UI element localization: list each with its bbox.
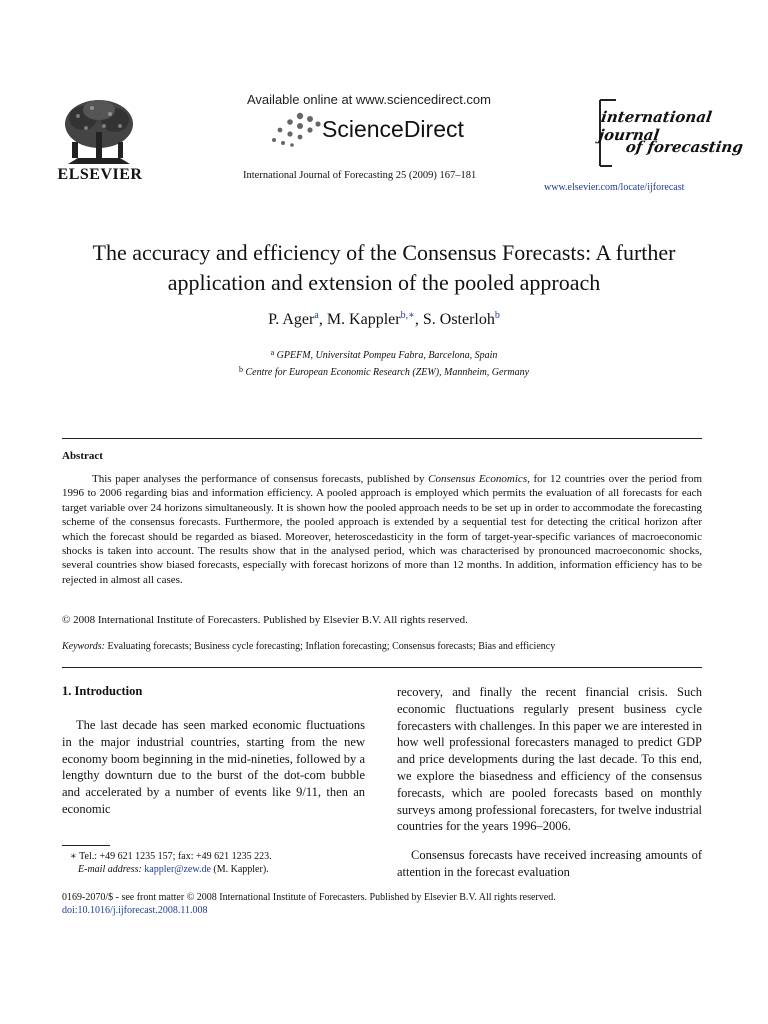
affiliation-marker: a	[270, 348, 275, 357]
email-suffix: (M. Kappler).	[210, 864, 269, 875]
section-heading: 1. Introduction	[62, 684, 143, 698]
keywords-line	[62, 641, 555, 652]
journal-citation: International Journal of Forecasting 25 (2009) 167–181	[243, 170, 477, 181]
abstract-text-italic: Consensus Economics	[428, 473, 528, 485]
abstract-top-rule	[62, 438, 702, 439]
journal-logo-line2: of forecasting	[624, 138, 745, 156]
title-line-2: application and extension of the pooled approach	[167, 270, 601, 295]
affiliation-text: GPEFM, Universitat Pompeu Fabra, Barcelona, Spain	[276, 350, 498, 361]
doi-link[interactable]: doi:10.1016/j.ijforecast.2008.11.008	[62, 905, 208, 916]
journal-logo-line1: international journal	[597, 108, 714, 144]
abstract-copyright: © 2008 International Institute of Forecasters. Published by Elsevier B.V. All rights reserved.	[62, 614, 468, 626]
abstract-body	[62, 472, 702, 587]
abstract-heading: Abstract	[62, 450, 103, 462]
sciencedirect-dots-icon	[266, 110, 326, 150]
journal-url-link[interactable]: www.elsevier.com/locate/ijforecast	[544, 182, 685, 193]
article-title	[40, 238, 728, 298]
publisher-name: ELSEVIER	[57, 166, 143, 183]
footnote-email	[78, 864, 269, 875]
sciencedirect-wordmark: ScienceDirect	[322, 116, 464, 142]
email-link[interactable]: kappler@zew.de	[144, 864, 211, 875]
abstract-text-part: , for 12 countries over the period from 1996 to 2006 regarding bias and information efficiency. A pooled approach is employed which permits the evaluation of all forecasts for each target variable over 24 horizons simultaneously. It is shown how the pooled approach needs to be set up in order to accommodate the forecasting scheme of the consensus forecasts. Furthermore, the pooled approach is extended by a sequential test for detecting the critical horizon after which the forecast should be regarded as biased. Moreover, heteroscedasticity in the form of target-year-specific variances of macroeconomic shocks is taken into account. The results show that in the analysed period, which was characterised by pronounced macroeconomic shocks, several countries show biased forecasts, especially with forecast horizons of more than 12 months. In addition, information efficiency has to be rejected in almost all cases.	[62, 473, 703, 586]
abstract-text-part: This paper analyses the performance of consensus forecasts, published by	[92, 473, 429, 485]
affiliation-marker: b	[238, 365, 243, 374]
footnote-contact: ∗ Tel.: +49 621 1235 157; fax: +49 621 1235 223.	[70, 851, 272, 862]
author-affil-link[interactable]: a	[314, 310, 319, 321]
intro-paragraph-right: recovery, and finally the recent financial crisis. Such economic fluctuations regularly present business cycle forecasters with challenges. In this paper we are interested in how well professional forecasters managed to predict GDP and price developments during the last decade. To this end, we explore the biasedness and efficiency of the consensus forecasts, which are pooled forecasts based on monthly surveys among professional forecasters, for twelve industrial countries for the years 1996–2006.	[397, 685, 702, 834]
email-label: E-mail address:	[78, 864, 142, 875]
author-name: M. Kappler	[326, 311, 401, 328]
intro-paragraph-left: The last decade has seen marked economic fluctuations in the major industrial countries, starting from the new economy boom beginning in the mid-nineties, followed by a lengthy downturn due to the burst of the dot-com bubble and accelerated by a number of events like 9/11, then an economic	[62, 718, 365, 816]
author-affil-link[interactable]: b,∗	[400, 310, 415, 321]
intro-paragraph-right-2: Consensus forecasts have received increasing amounts of attention in the forecast evaluation	[397, 848, 702, 879]
front-matter-line: 0169-2070/$ - see front matter © 2008 International Institute of Forecasters. Published by Elsevier B.V. All rights reserved.	[62, 892, 556, 903]
title-line-1: The accuracy and efficiency of the Consensus Forecasts: A further	[92, 240, 676, 265]
footnote-rule	[62, 845, 110, 846]
keywords-label: Keywords:	[62, 641, 105, 652]
author-name: P. Ager	[268, 311, 315, 328]
author-affil-link[interactable]: b	[494, 310, 500, 321]
abstract-bottom-rule	[62, 667, 702, 668]
author-list: P. Ager$^a$, M. Kappler$^{b,∗}$, S. Osterloh$^b$	[268, 310, 500, 328]
author-name: S. Osterloh	[422, 311, 495, 328]
available-online-text[interactable]: Available online at www.sciencedirect.com	[247, 92, 491, 107]
keywords-text: Evaluating forecasts; Business cycle forecasting; Inflation forecasting; Consensus forecasts; Bias and efficiency	[107, 641, 556, 652]
affiliations	[0, 346, 768, 380]
affiliation-text: Centre for European Economic Research (ZEW), Mannheim, Germany	[245, 367, 530, 378]
